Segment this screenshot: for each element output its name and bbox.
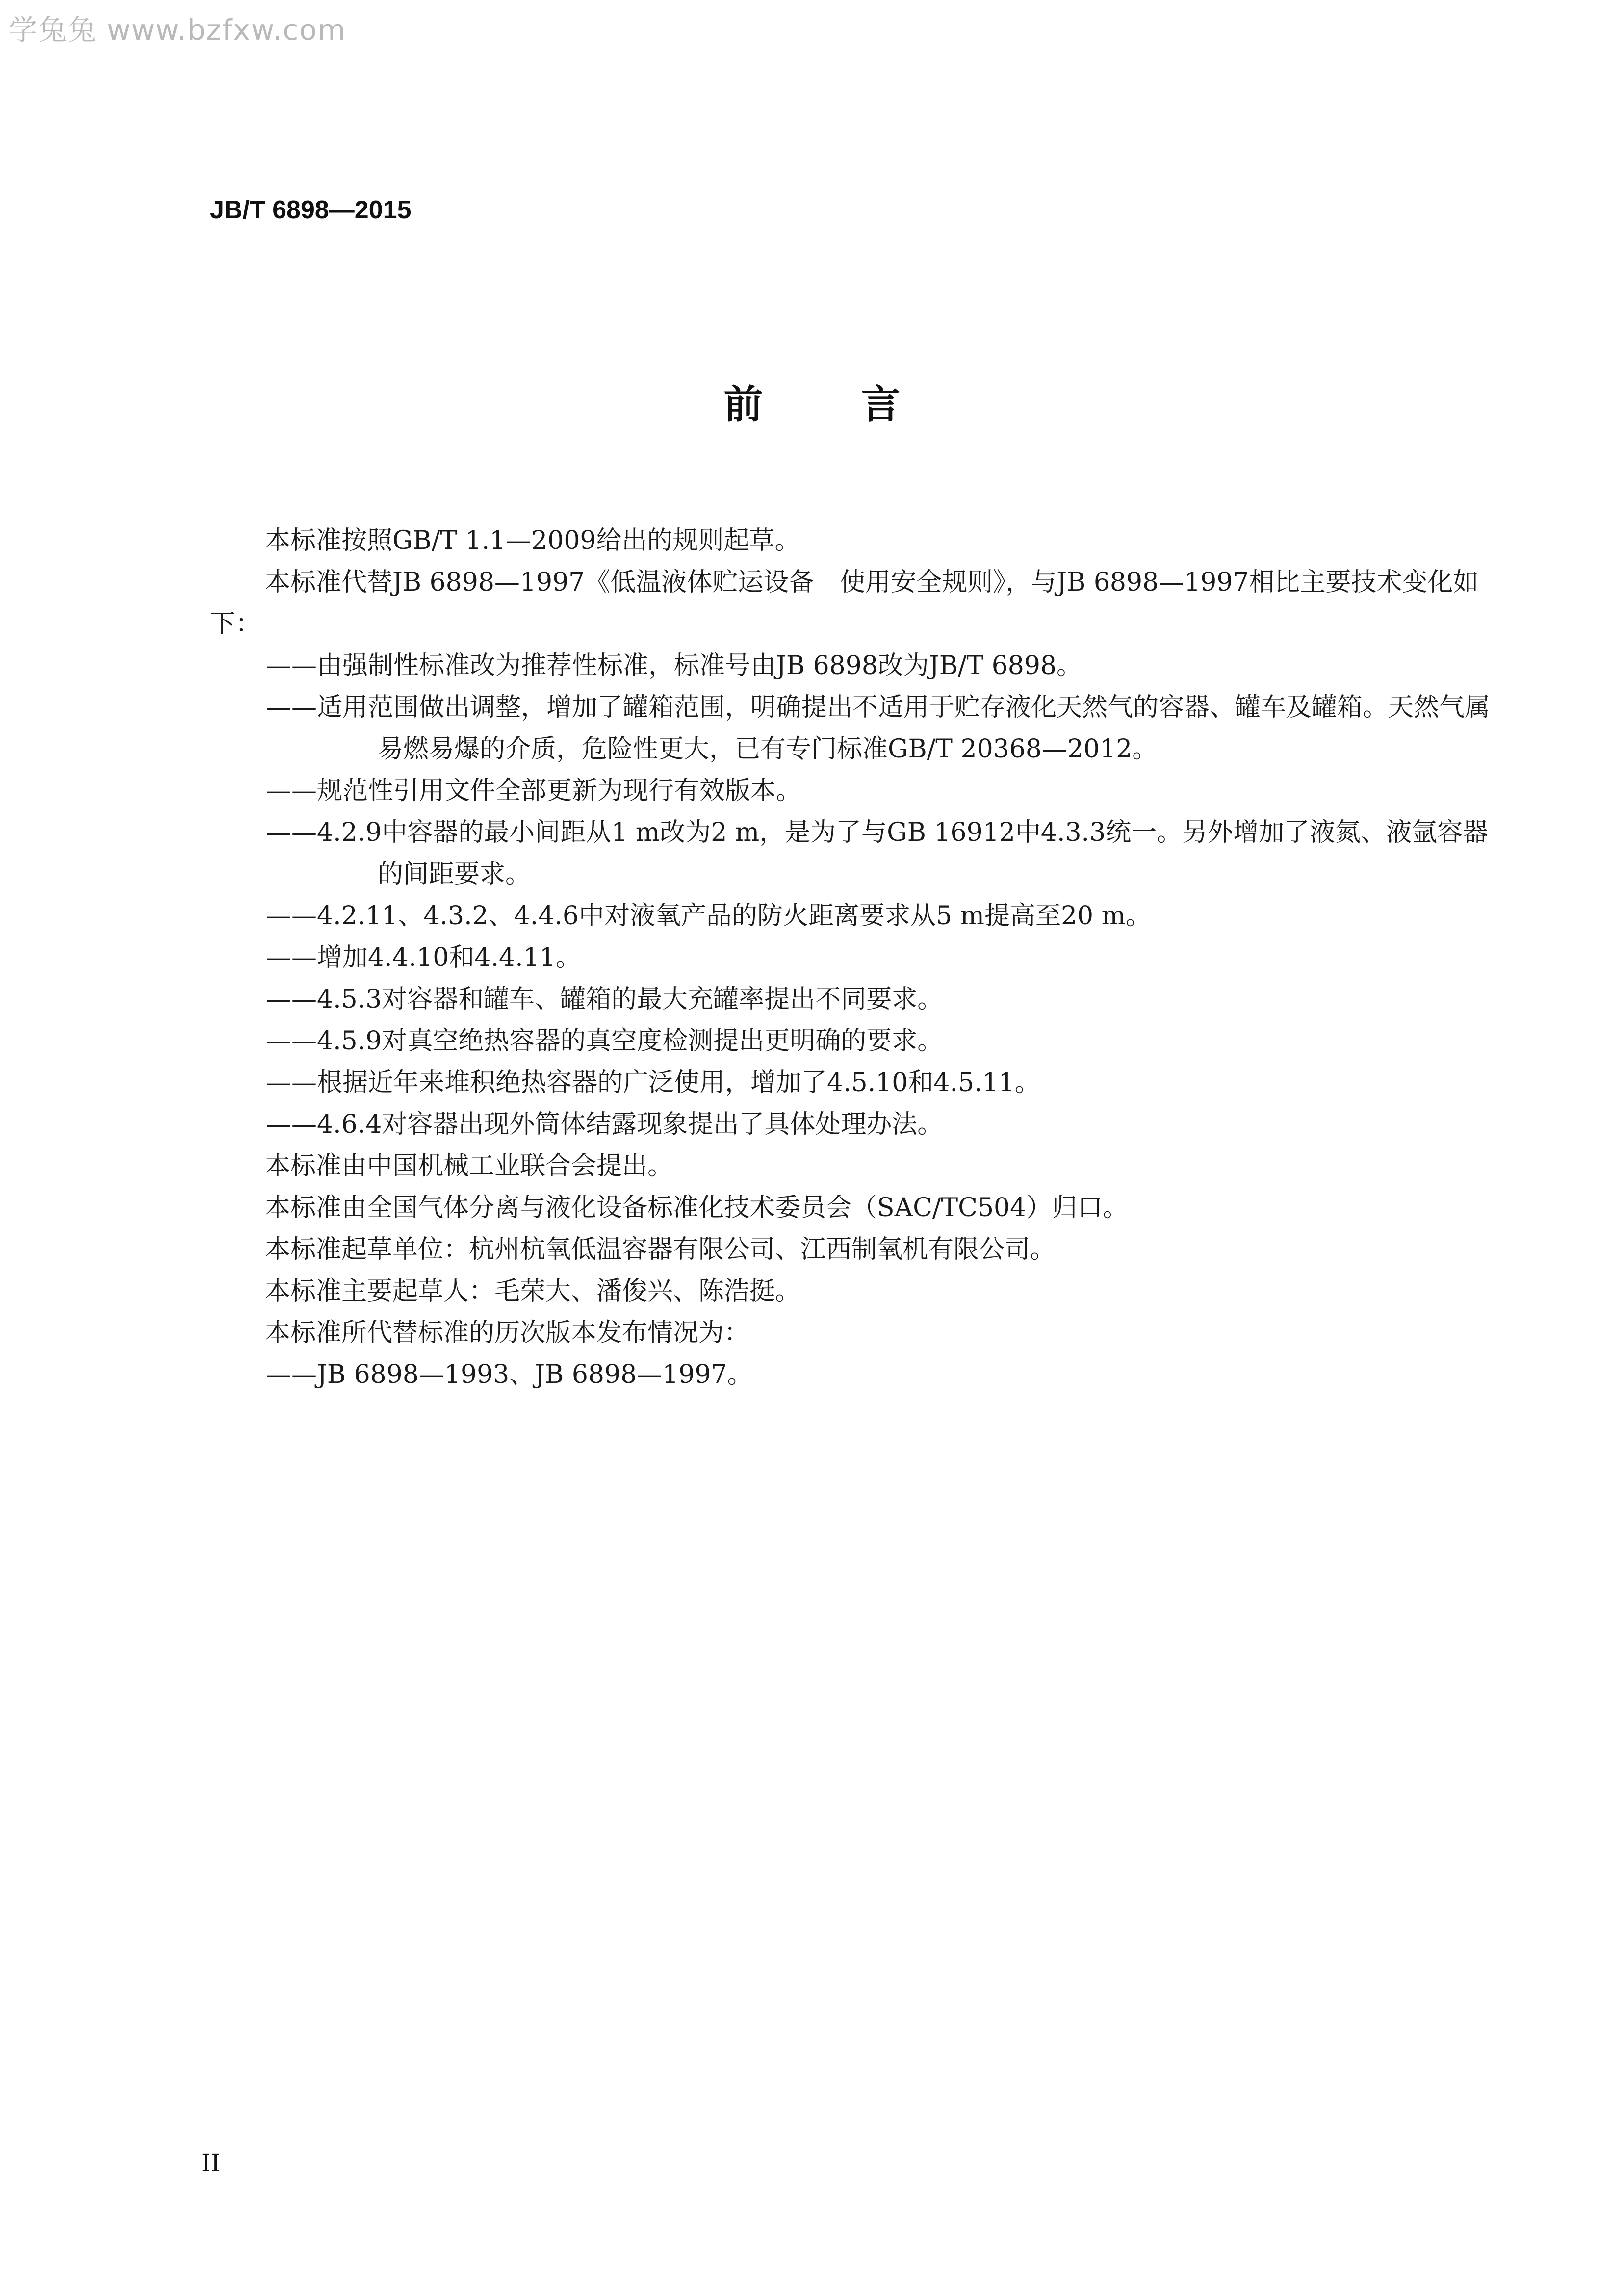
foreword-body bbox=[210, 520, 1505, 1396]
document-code: JB/T 6898—2015 bbox=[210, 196, 412, 224]
paragraph-drafting-rule: 本标准按照GB/T 1.1—2009给出的规则起草。 bbox=[265, 526, 800, 555]
change-item: ——由强制性标准改为推荐性标准，标准号由JB 6898改为JB/T 6898。 bbox=[266, 651, 1083, 680]
change-item: ——4.2.9中容器的最小间距从1 m改为2 m，是为了与GB 16912中4.3.3统一。另外增加了液氮、液氩容器的间距要求。 bbox=[266, 818, 1489, 889]
page-title: 前言 bbox=[723, 382, 999, 427]
change-item: ——规范性引用文件全部更新为现行有效版本。 bbox=[266, 776, 802, 806]
paragraph-committee: 本标准由全国气体分离与液化设备标准化技术委员会（SAC/TC504）归口。 bbox=[265, 1193, 1129, 1223]
change-item: ——4.5.9对真空绝热容器的真空度检测提出更明确的要求。 bbox=[266, 1026, 943, 1056]
change-item: ——增加4.4.10和4.4.11。 bbox=[266, 943, 581, 972]
paragraph-drafters: 本标准主要起草人：毛荣大、潘俊兴、陈浩挺。 bbox=[265, 1276, 801, 1306]
history-item: ——JB 6898—1993、JB 6898—1997。 bbox=[266, 1360, 753, 1389]
paragraph-history-intro: 本标准所代替标准的历次版本发布情况为： bbox=[265, 1318, 750, 1348]
watermark: 学兔兔 www.bzfxw.com bbox=[9, 13, 347, 47]
paragraph-drafting-units: 本标准起草单位：杭州杭氧低温容器有限公司、江西制氧机有限公司。 bbox=[265, 1235, 1056, 1264]
paragraph-replacement: 本标准代替JB 6898—1997《低温液体贮运设备 使用安全规则》，与JB 6898—1997相比主要技术变化如下： bbox=[210, 568, 1479, 639]
change-item: ——4.2.11、4.3.2、4.4.6中对液氧产品的防火距离要求从5 m提高至20 m。 bbox=[266, 901, 1151, 931]
paragraph-proposer: 本标准由中国机械工业联合会提出。 bbox=[265, 1151, 673, 1181]
change-item: ——根据近年来堆积绝热容器的广泛使用，增加了4.5.10和4.5.11。 bbox=[266, 1068, 1040, 1097]
change-item: ——4.6.4对容器出现外筒体结露现象提出了具体处理办法。 bbox=[266, 1110, 943, 1139]
page-number: II bbox=[201, 2149, 221, 2177]
change-item: ——适用范围做出调整，增加了罐箱范围，明确提出不适用于贮存液化天然气的容器、罐车及罐箱。天然气属易燃易爆的介质，危险性更大，已有专门标准GB/T 20368—2012。 bbox=[266, 693, 1491, 764]
change-item: ——4.5.3对容器和罐车、罐箱的最大充罐率提出不同要求。 bbox=[266, 985, 943, 1014]
